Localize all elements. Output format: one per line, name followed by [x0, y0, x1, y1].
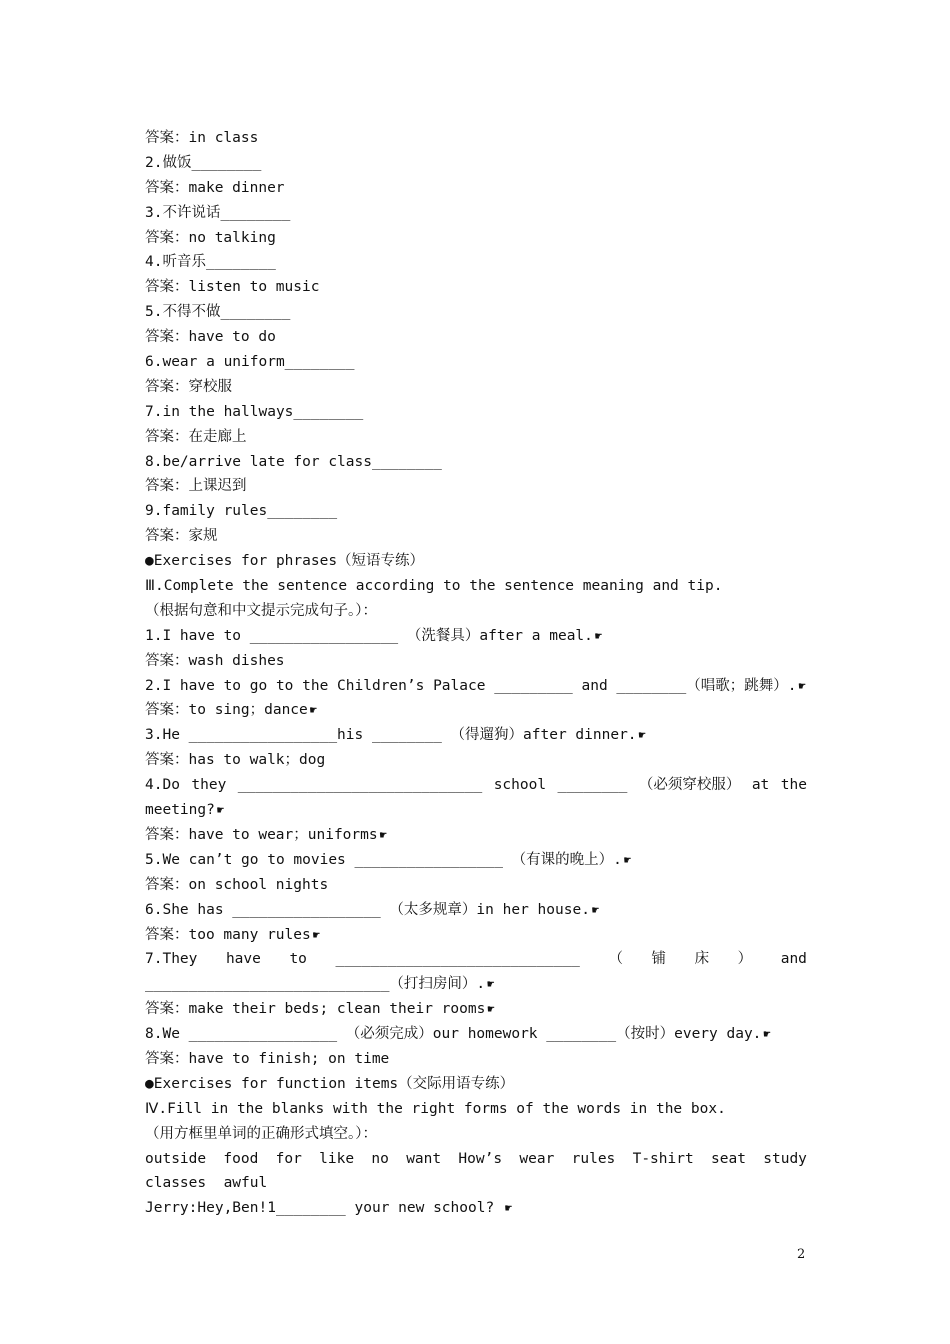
word: wear	[519, 1150, 555, 1167]
word: no	[371, 1150, 389, 1167]
line-text: Ⅲ.Complete the sentence according to the sentence meaning and tip.	[145, 578, 723, 595]
text-line	[145, 1122, 807, 1147]
hand-pointer-icon: ☛	[638, 728, 646, 743]
word: food	[223, 1150, 259, 1167]
word: ）	[737, 951, 753, 968]
line-text: ____________________________（打扫房间）.	[145, 976, 486, 993]
word: for	[275, 1150, 302, 1167]
word: How’s	[458, 1150, 503, 1167]
word: T-shirt	[632, 1150, 694, 1167]
line-text: classes awful	[145, 1175, 268, 1192]
word: outside	[145, 1150, 207, 1167]
text-line	[145, 674, 807, 699]
word: （	[608, 951, 623, 968]
line-text: meeting?	[145, 802, 215, 819]
line-text: 答案：make dinner	[145, 179, 285, 196]
line-text: 答案：no talking	[145, 229, 276, 246]
hand-pointer-icon: ☛	[763, 1027, 771, 1042]
line-text: 1.I have to _________________ （洗餐具）after a meal.	[145, 627, 593, 644]
hand-pointer-icon: ☛	[798, 678, 806, 693]
line-text: 2.I have to go to the Children’s Palace _________ and ________（唱歌；跳舞）.	[145, 677, 797, 694]
line-text: 答案：to sing；dance	[145, 702, 308, 719]
line-text: Jerry:Hey,Ben!1________ your new school?	[145, 1200, 503, 1217]
line-text: ●Exercises for phrases（短语专练）	[145, 553, 425, 570]
page-number: 2	[797, 1247, 806, 1262]
text-line	[145, 723, 807, 748]
line-text: 答案：wash dishes	[145, 652, 285, 669]
text-line	[145, 126, 807, 151]
text-line	[145, 499, 807, 524]
word: like	[319, 1150, 355, 1167]
text-line	[145, 574, 807, 599]
line-text: 答案：has to walk；dog	[145, 752, 326, 769]
line-text: Ⅳ.Fill in the blanks with the right forms of the words in the box.	[145, 1100, 726, 1117]
hand-pointer-icon: ☛	[487, 977, 495, 992]
text-line	[145, 350, 807, 375]
line-text: 5.不得不做________	[145, 304, 291, 321]
line-text: 6.She has _________________ （太多规章）in her house.	[145, 901, 590, 918]
text-line	[145, 798, 807, 823]
line-text: ●Exercises for function items（交际用语专练）	[145, 1075, 515, 1092]
text-line	[145, 848, 807, 873]
word: rules	[571, 1150, 616, 1167]
text-line	[145, 649, 807, 674]
text-line	[145, 947, 807, 972]
text-line	[145, 898, 807, 923]
text-line	[145, 972, 807, 997]
text-line	[145, 425, 807, 450]
text-line	[145, 450, 807, 475]
word: have	[225, 951, 261, 968]
hand-pointer-icon: ☛	[309, 703, 317, 718]
word: school	[493, 777, 547, 794]
word: 7.They	[145, 951, 198, 968]
line-text: （用方框里单词的正确形式填空。）：	[145, 1125, 377, 1142]
line-text: 答案：穿校服	[145, 378, 232, 395]
word: to	[289, 951, 307, 968]
line-text: 3.不许说话________	[145, 204, 291, 221]
line-text: 5.We can’t go to movies _________________ （有课的晚上）.	[145, 851, 622, 868]
text-line	[145, 250, 807, 275]
line-text: 6.wear a uniform________	[145, 354, 355, 371]
line-text: 答案：in class	[145, 130, 259, 146]
hand-pointer-icon: ☛	[594, 628, 603, 643]
word: ____________________________	[237, 777, 483, 794]
word: ________	[557, 777, 628, 794]
text-line	[145, 474, 807, 499]
line-text: 3.He _________________his ________ （得遛狗）after dinner.	[145, 727, 637, 744]
word: 铺	[651, 951, 667, 968]
word: study	[763, 1150, 807, 1167]
word: ____________________________	[335, 951, 580, 968]
hand-pointer-icon: ☛	[379, 827, 387, 842]
text-line	[145, 325, 807, 350]
line-text: 9.family rules________	[145, 503, 338, 520]
word: seat	[711, 1150, 746, 1167]
text-line	[145, 698, 807, 723]
line-text: 4.听音乐________	[145, 254, 276, 271]
hand-pointer-icon: ☛	[591, 902, 600, 917]
line-text: 答案：在走廊上	[145, 428, 247, 445]
line-text: 答案：listen to music	[145, 279, 320, 296]
line-text: 2.做饭________	[145, 154, 262, 171]
line-text: 答案：have to finish; on time	[145, 1050, 390, 1067]
line-text: 答案：make their beds; clean their rooms	[145, 1001, 486, 1018]
text-line	[145, 599, 807, 624]
text-line	[145, 1147, 807, 1172]
word: and	[780, 951, 807, 968]
text-line	[145, 226, 807, 251]
word: the	[780, 777, 807, 794]
line-text: 8.We _________________ （必须完成）our homework ________（按时）every day.	[145, 1026, 762, 1043]
text-line	[145, 201, 807, 226]
text-line	[145, 375, 807, 400]
text-line	[145, 748, 807, 773]
text-line	[145, 400, 807, 425]
text-line	[145, 1022, 807, 1047]
text-line	[145, 1196, 807, 1221]
line-text: 答案：too many rules	[145, 926, 311, 943]
line-text: 答案：家规	[145, 528, 218, 545]
text-line	[145, 773, 807, 798]
line-text: 答案：have to wear；uniforms	[145, 826, 378, 843]
text-line	[145, 549, 807, 574]
line-text: 8.be/arrive late for class________	[145, 453, 442, 470]
line-text: 7.in the hallways________	[145, 403, 364, 420]
word: 4.Do	[145, 777, 180, 794]
hand-pointer-icon: ☛	[487, 1002, 495, 1017]
word: 床	[694, 951, 710, 968]
document-body	[145, 126, 807, 1221]
line-text: 答案：have to do	[145, 329, 276, 346]
text-line	[145, 300, 807, 325]
line-text: 答案：on school nights	[145, 876, 329, 893]
text-line	[145, 823, 807, 848]
text-line	[145, 1047, 807, 1072]
text-line	[145, 1171, 807, 1196]
text-line	[145, 275, 807, 300]
hand-pointer-icon: ☛	[312, 927, 320, 942]
text-line	[145, 624, 807, 649]
line-text: 答案：上课迟到	[145, 478, 247, 495]
text-line	[145, 1097, 807, 1122]
hand-pointer-icon: ☛	[623, 852, 632, 867]
word: want	[406, 1150, 442, 1167]
hand-pointer-icon: ☛	[504, 1201, 513, 1216]
text-line	[145, 1072, 807, 1097]
word: they	[191, 777, 227, 794]
word: at	[751, 777, 770, 794]
text-line	[145, 151, 807, 176]
word: （必须穿校服）	[638, 777, 741, 794]
text-line	[145, 524, 807, 549]
text-line	[145, 923, 807, 948]
text-line	[145, 997, 807, 1022]
hand-pointer-icon: ☛	[216, 803, 225, 818]
text-line	[145, 176, 807, 201]
text-line	[145, 873, 807, 898]
line-text: （根据句意和中文提示完成句子。）：	[145, 602, 377, 619]
